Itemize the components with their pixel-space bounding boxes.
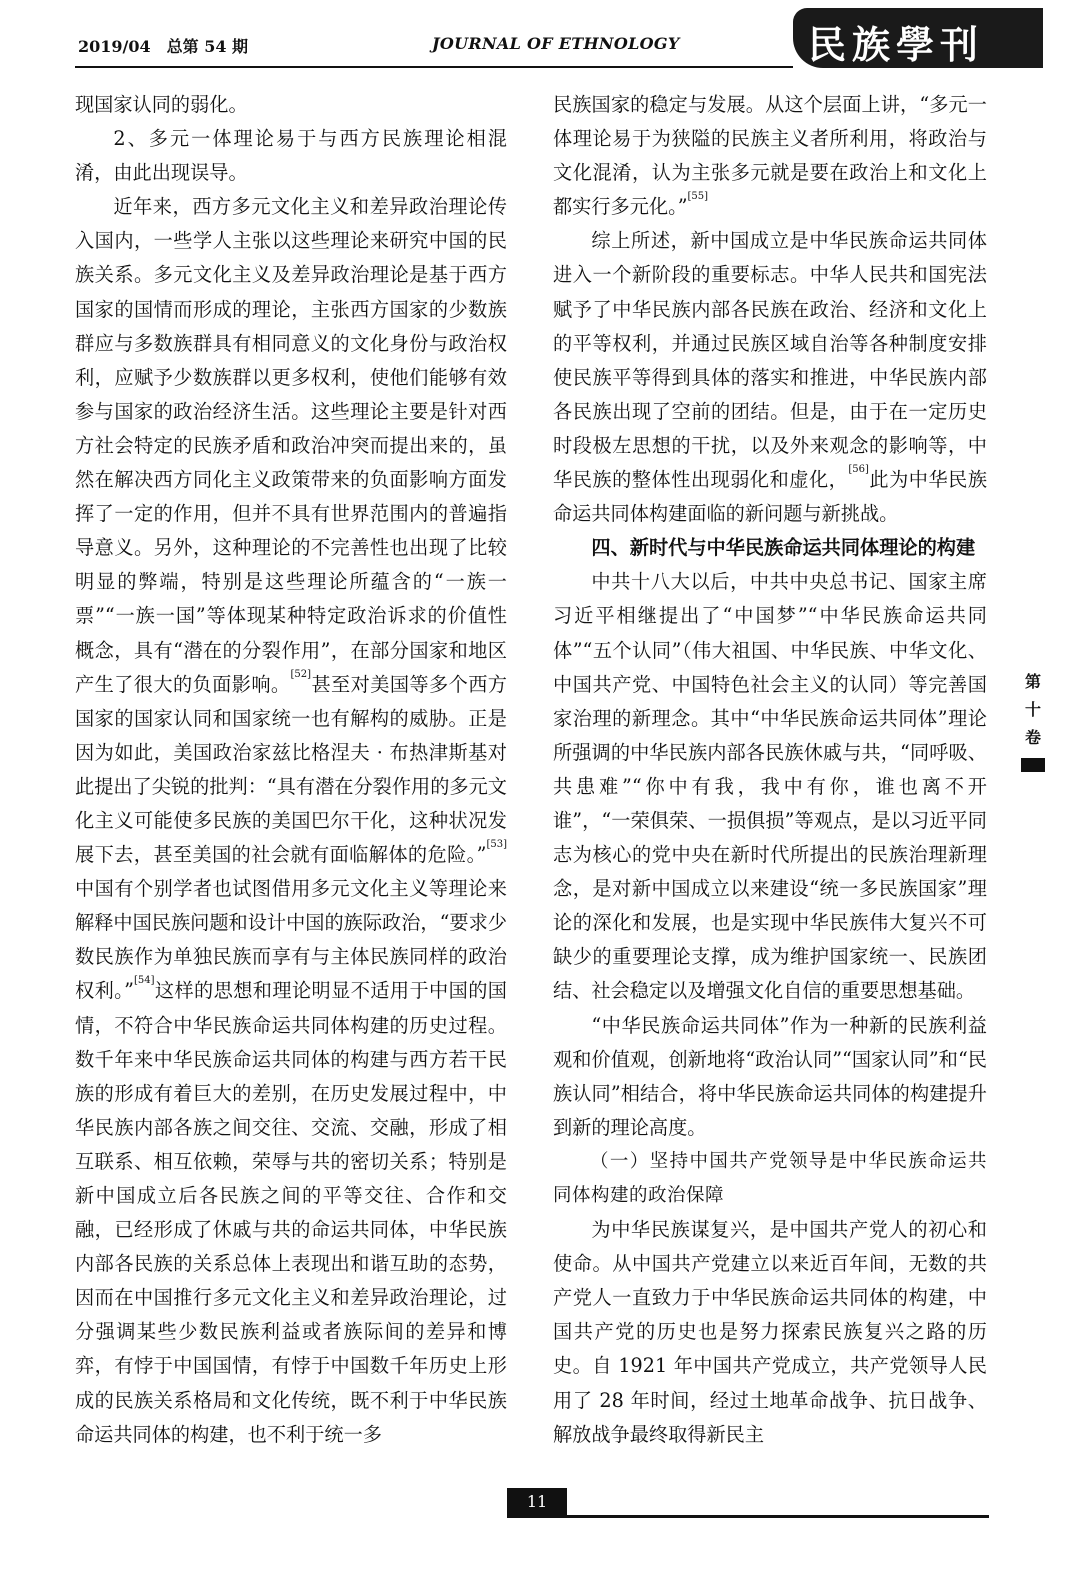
paragraph: 中共十八大以后，中共中央总书记、国家主席习近平相继提出了“中国梦”“中华民族命运共同体”“五个认同”（伟大祖国、中华民族、中华文化、中国共产党、中国特色社会主义的认同）等完善国家治理的新理念。其中“中华民族命运共同体”理论所强调的中华民族内部各民族休戚与共，“同呼吸、共患难”“你中有我，我中有你，谁也离不开谁”，“一荣俱荣、一损俱损”等观点，是以习近平同志为核心的党中央在新时代所提出的民族治理新理念，是对新中国成立以来建设“统一多民族国家”理论的深化和发展，也是实现中华民族伟大复兴不可缺少的重要理论支撑，成为维护国家统一、民族团结、社会稳定以及增强文化自信的重要思想基础。 xyxy=(553,570,987,1003)
citation-ref: [52] xyxy=(290,668,312,680)
side-tab-marker xyxy=(1021,758,1045,772)
right-column xyxy=(553,88,987,1452)
page-header xyxy=(0,0,1080,70)
left-column xyxy=(75,88,507,1452)
text-run: 中国有个别学者也试图借用多元文化主义等理论来解释中国民族问题和设计中国的族际政治，“要求少数民族作为单独民族而享有与主体民族同样的政治权利。” xyxy=(75,877,507,1003)
text-run: 甚至对美国等多个西方国家的国家认同和国家统一也有解构的威胁。正是因为如此，美国政治家兹比格涅夫 · 布热津斯基对此提出了尖锐的批判：“具有潜在分裂作用的多元文化主义可能使多民族的美国巴尔干化，这种状况发展下去，甚至美国的社会就有面临解体的危险。” xyxy=(75,672,507,867)
journal-title-cn: 民族學刊 xyxy=(808,22,985,67)
volume-side-tab xyxy=(1020,668,1046,752)
journal-title-en: JOURNAL OF ETHNOLOGY xyxy=(432,34,680,53)
side-tab-char: 卷 xyxy=(1024,728,1041,747)
text-run: 此为中华民族命运共同体构建面临的新问题与新挑战。 xyxy=(553,468,988,526)
side-tab-char: 第 xyxy=(1024,672,1041,691)
paragraph xyxy=(75,190,507,1451)
citation-ref: [53] xyxy=(486,839,507,851)
text-run: 这样的思想和理论明显不适用于中国的国情，不符合中华民族命运共同体构建的历史过程。数千年来中华民族命运共同体的构建与西方若干民族的形成有着巨大的差别，在历史发展过程中，中华民族内部各族之间交往、交流、交融，形成了相互联系、相互依赖，荣辱与共的密切关系；特别是新中国成立后各民族之间的平等交往、合作和交融，已经形成了休戚与共的命运共同体，中华民族内部各民族的关系总体上表现出和谐互助的态势，因而在中国推行多元文化主义和差异政治理论，过分强调某些少数民族利益或者族际间的差异和博弈，有悖于中国国情，有悖于中国数千年历史上形成的民族关系格局和文化传统，既不利于中华民族命运共同体的构建，也不利于统一多 xyxy=(75,979,507,1446)
subsection-heading: （一）坚持中国共产党领导是中华民族命运共同体构建的政治保障 xyxy=(553,1150,987,1206)
citation-ref: [55] xyxy=(687,191,709,203)
paragraph: “中华民族命运共同体”作为一种新的民族利益观和价值观，创新地将“政治认同”“国家认同”和“民族认同”相结合，将中华民族命运共同体的构建提升到新的理论高度。 xyxy=(553,1013,987,1139)
section-heading: 四、新时代与中华民族命运共同体理论的构建 xyxy=(591,536,976,560)
paragraph: 2、多元一体理论易于与西方民族理论相混淆，由此出现误导。 xyxy=(75,127,507,185)
side-tab-char: 十 xyxy=(1024,700,1041,719)
citation-ref: [56] xyxy=(848,464,869,476)
paragraph: 为中华民族谋复兴，是中国共产党人的初心和使命。从中国共产党建立以来近百年间，无数的共产党人一直致力于中华民族命运共同体的构建，中国共产党的历史也是努力探索民族复兴之路的历史。自 1921 年中国共产党成立，共产党领导人民用了 28 年时间，经过土地革命战争、抗日战争、解放战争最终取得新民主 xyxy=(553,1218,987,1446)
issue-info: 2019/04 总第 54 期 xyxy=(78,37,249,56)
header-rule xyxy=(75,66,793,68)
citation-ref: [54] xyxy=(133,975,155,987)
text-run: 民族国家的稳定与发展。从这个层面上讲，“多元一体理论易于为狭隘的民族主义者所利用，将政治与文化混淆，认为主张多元就是要在政治上和文化上都实行多元化。” xyxy=(553,93,987,219)
text-run: 近年来，西方多元文化主义和差异政治理论传入国内，一些学人主张以这些理论来研究中国的民族关系。多元文化主义及差异政治理论是基于西方国家的国情而形成的理论，主张西方国家的少数族群应与多数族群具有相同意义的文化身份与政治权利，应赋予少数族群以更多权利，使他们能够有效参与国家的政治经济生活。这些理论主要是针对西方社会特定的民族矛盾和政治冲突而提出来的，虽然在解决西方同化主义政策带来的负面影响方面发挥了一定的作用，但并不具有世界范围内的普遍指导意义。另外，这种理论的不完善性也出现了比较明显的弊端，特别是这些理论所蕴含的“一族一票”“一族一国”等体现某种特定政治诉求的价值性概念，具有“潜在的分裂作用”，在部分国家和地区产生了很大的负面影响。 xyxy=(75,195,507,696)
paragraph xyxy=(553,224,987,531)
text-run: 综上所述，新中国成立是中华民族命运共同体进入一个新阶段的重要标志。中华人民共和国宪法赋予了中华民族内部各民族在政治、经济和文化上的平等权利，并通过民族区域自治等各种制度安排使民族平等得到具体的落实和推进，中华民族内部各民族出现了空前的团结。但是，由于在一定历史时段极左思想的干扰，以及外来观念的影响等，中华民族的整体性出现弱化和虚化， xyxy=(553,229,987,492)
footer-rule xyxy=(507,1515,989,1518)
page-number: 11 xyxy=(526,1492,548,1511)
paragraph xyxy=(553,88,987,224)
paragraph: 现国家认同的弱化。 xyxy=(75,93,248,116)
